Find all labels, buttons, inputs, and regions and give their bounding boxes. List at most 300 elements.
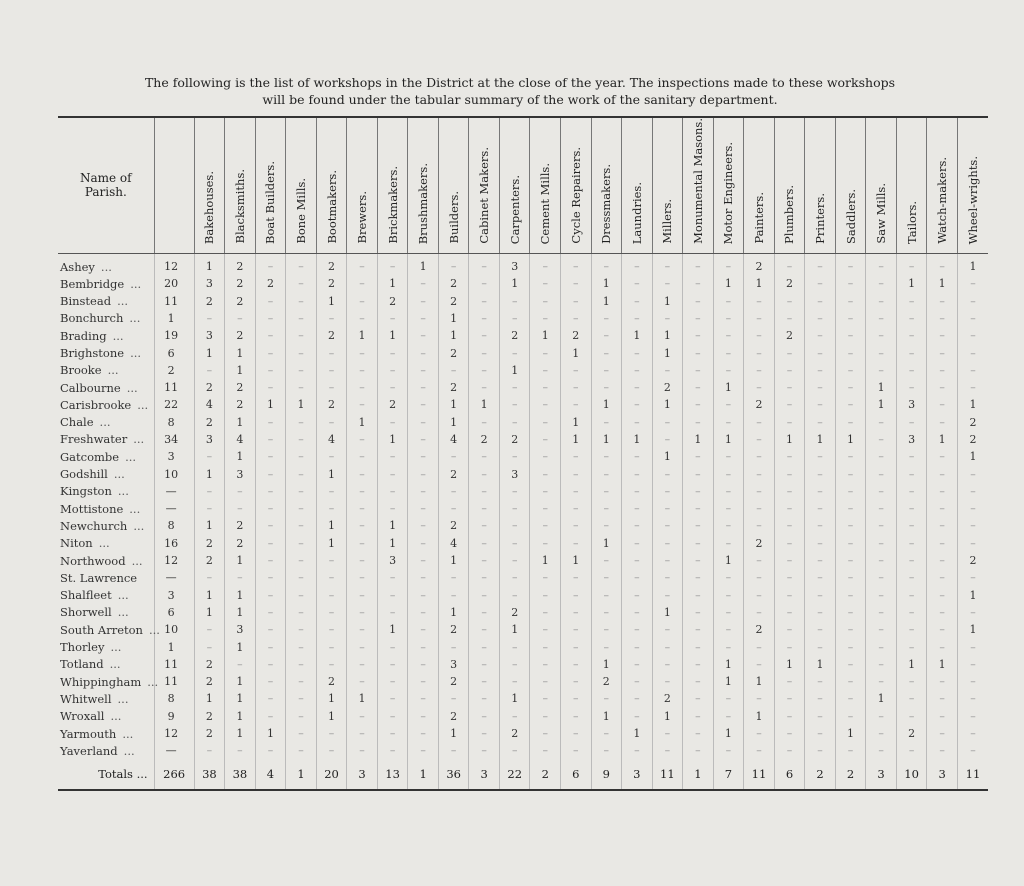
table-cell: – xyxy=(866,275,897,292)
column-total: 38 xyxy=(194,759,225,790)
column-header-label: Motor Engineers. xyxy=(721,141,736,244)
table-cell: – xyxy=(591,253,622,275)
table-cell: – xyxy=(896,552,927,569)
table-cell: – xyxy=(591,379,622,396)
table-row xyxy=(58,500,988,517)
parish-name: South Arreton ... xyxy=(60,622,160,637)
table-cell: – xyxy=(499,569,530,586)
table-cell: – xyxy=(683,517,714,534)
table-cell: – xyxy=(744,604,775,621)
column-header-label: Laundries. xyxy=(629,181,644,244)
table-cell: 4 xyxy=(225,431,256,448)
table-cell: – xyxy=(896,621,927,638)
table-cell: – xyxy=(561,725,592,742)
table-cell: – xyxy=(438,569,469,586)
table-cell: – xyxy=(744,690,775,707)
table-cell: – xyxy=(622,569,653,586)
table-cell: 1 xyxy=(316,535,347,552)
table-cell: 1 xyxy=(499,362,530,379)
table-cell: – xyxy=(683,275,714,292)
parish-name: Wroxall ... xyxy=(60,709,122,724)
table-cell: – xyxy=(347,396,378,413)
table-cell: – xyxy=(622,656,653,673)
table-cell: 1 xyxy=(377,275,408,292)
table-cell: – xyxy=(896,362,927,379)
table-cell: – xyxy=(805,708,836,725)
table-cell: – xyxy=(194,500,225,517)
table-cell: – xyxy=(683,569,714,586)
table-cell: – xyxy=(286,604,317,621)
table-cell: 1 xyxy=(866,379,897,396)
table-cell: 2 xyxy=(194,725,225,742)
table-cell: – xyxy=(713,327,744,344)
table-cell: – xyxy=(347,638,378,655)
table-cell: 1 xyxy=(652,292,683,309)
column-header-label: Builders. xyxy=(446,191,461,244)
table-cell: – xyxy=(347,621,378,638)
table-cell: – xyxy=(835,708,866,725)
table-cell: – xyxy=(286,327,317,344)
table-cell: – xyxy=(347,708,378,725)
table-cell: – xyxy=(469,483,500,500)
table-cell: – xyxy=(957,275,988,292)
table-cell: – xyxy=(622,742,653,759)
table-cell: – xyxy=(469,344,500,361)
table-cell: – xyxy=(805,638,836,655)
table-cell: 1 xyxy=(561,431,592,448)
parish-total: 20 xyxy=(154,275,194,292)
table-cell: 1 xyxy=(316,465,347,482)
table-cell: – xyxy=(347,253,378,275)
parish-name: Northwood ... xyxy=(60,553,143,568)
table-cell: – xyxy=(408,621,439,638)
table-cell: 1 xyxy=(377,517,408,534)
table-cell: – xyxy=(561,708,592,725)
table-cell: – xyxy=(530,604,561,621)
table-cell: – xyxy=(866,431,897,448)
table-cell: – xyxy=(927,483,958,500)
table-cell: 1 xyxy=(591,292,622,309)
table-cell: – xyxy=(622,396,653,413)
table-cell: – xyxy=(713,362,744,379)
table-cell: – xyxy=(255,414,286,431)
table-cell: – xyxy=(286,587,317,604)
table-cell: – xyxy=(713,638,744,655)
table-cell: – xyxy=(683,690,714,707)
table-cell: – xyxy=(896,638,927,655)
table-cell: 1 xyxy=(713,725,744,742)
table-row xyxy=(58,344,988,361)
parish-total: 3 xyxy=(154,587,194,604)
table-cell: 1 xyxy=(957,587,988,604)
column-header-label: Printers. xyxy=(813,193,828,244)
table-cell: – xyxy=(652,569,683,586)
table-cell: – xyxy=(591,638,622,655)
table-cell: – xyxy=(835,362,866,379)
table-cell: – xyxy=(744,414,775,431)
column-header xyxy=(652,117,683,253)
table-cell: – xyxy=(561,253,592,275)
table-cell: – xyxy=(194,621,225,638)
table-cell: – xyxy=(347,465,378,482)
table-row xyxy=(58,587,988,604)
table-cell: 2 xyxy=(194,292,225,309)
column-total: 11 xyxy=(744,759,775,790)
parish-total: 6 xyxy=(154,604,194,621)
table-cell: – xyxy=(805,483,836,500)
table-cell: – xyxy=(774,725,805,742)
table-cell: 2 xyxy=(194,552,225,569)
table-cell: 1 xyxy=(194,604,225,621)
table-cell: 1 xyxy=(927,431,958,448)
table-cell: – xyxy=(591,604,622,621)
table-cell: – xyxy=(744,569,775,586)
table-cell: – xyxy=(530,431,561,448)
table-cell: 1 xyxy=(561,414,592,431)
table-cell: 1 xyxy=(805,656,836,673)
parish-name-text: Wroxall xyxy=(60,709,105,724)
table-cell: – xyxy=(744,448,775,465)
table-cell: – xyxy=(896,448,927,465)
table-cell: – xyxy=(377,362,408,379)
table-cell: – xyxy=(927,673,958,690)
table-cell: – xyxy=(622,379,653,396)
table-cell: – xyxy=(286,431,317,448)
table-cell: – xyxy=(377,673,408,690)
table-cell: – xyxy=(683,500,714,517)
table-cell: – xyxy=(377,344,408,361)
table-cell: 1 xyxy=(774,431,805,448)
table-cell: – xyxy=(805,621,836,638)
column-header-label: Cement Mills. xyxy=(538,162,553,244)
parish-name: Yaverland ... xyxy=(60,743,135,758)
table-cell: – xyxy=(683,414,714,431)
table-cell: – xyxy=(957,690,988,707)
table-cell: – xyxy=(774,742,805,759)
table-cell: – xyxy=(866,708,897,725)
table-cell: – xyxy=(652,275,683,292)
table-cell: – xyxy=(438,483,469,500)
table-cell: 1 xyxy=(744,673,775,690)
table-cell: – xyxy=(561,465,592,482)
table-cell: 1 xyxy=(927,656,958,673)
parish-name-text: Freshwater xyxy=(60,432,128,447)
table-cell: – xyxy=(255,344,286,361)
table-cell: 2 xyxy=(316,275,347,292)
column-header-label: Wheel-wrights. xyxy=(965,155,980,244)
table-cell: 1 xyxy=(957,396,988,413)
intro-line-2: will be found under the tabular summary of the work of the sanitary department. xyxy=(262,92,778,107)
parish-name: Bonchurch ... xyxy=(60,311,141,326)
parish-total: 9 xyxy=(154,708,194,725)
table-cell: – xyxy=(530,362,561,379)
table-cell: – xyxy=(316,604,347,621)
table-cell: – xyxy=(469,362,500,379)
table-cell: 2 xyxy=(194,708,225,725)
table-cell: – xyxy=(683,483,714,500)
table-cell: – xyxy=(896,414,927,431)
table-cell: – xyxy=(805,327,836,344)
table-cell: – xyxy=(469,673,500,690)
table-cell: 1 xyxy=(194,465,225,482)
table-cell: – xyxy=(622,465,653,482)
table-cell: – xyxy=(377,448,408,465)
table-cell: 2 xyxy=(438,517,469,534)
table-cell: – xyxy=(957,483,988,500)
table-cell: – xyxy=(927,379,958,396)
table-cell: – xyxy=(927,708,958,725)
column-header-label: Bootmakers. xyxy=(324,170,339,244)
table-cell: – xyxy=(805,500,836,517)
table-cell: 2 xyxy=(255,275,286,292)
table-cell: 2 xyxy=(194,414,225,431)
table-cell: – xyxy=(530,465,561,482)
table-cell: – xyxy=(774,344,805,361)
table-cell: – xyxy=(316,448,347,465)
table-cell: – xyxy=(530,448,561,465)
table-cell: – xyxy=(622,673,653,690)
table-cell: – xyxy=(286,708,317,725)
parish-name: Shorwell ... xyxy=(60,605,129,620)
table-cell: – xyxy=(408,344,439,361)
table-cell: – xyxy=(530,621,561,638)
table-cell: – xyxy=(408,552,439,569)
table-cell: – xyxy=(805,742,836,759)
table-cell: – xyxy=(683,656,714,673)
parish-name: Brading ... xyxy=(60,328,124,343)
parish-total: 34 xyxy=(154,431,194,448)
table-cell: – xyxy=(866,742,897,759)
table-cell: – xyxy=(377,690,408,707)
table-cell: – xyxy=(347,362,378,379)
table-cell: – xyxy=(377,253,408,275)
table-cell: – xyxy=(255,362,286,379)
table-cell: – xyxy=(499,500,530,517)
table-cell: 2 xyxy=(957,431,988,448)
table-cell: – xyxy=(530,690,561,707)
table-cell: 2 xyxy=(744,396,775,413)
table-row xyxy=(58,414,988,431)
table-cell: 1 xyxy=(652,448,683,465)
parish-total: 16 xyxy=(154,535,194,552)
column-total: 3 xyxy=(866,759,897,790)
table-cell: – xyxy=(530,587,561,604)
table-cell: 2 xyxy=(316,253,347,275)
table-cell: – xyxy=(744,431,775,448)
table-cell: – xyxy=(255,253,286,275)
table-cell: – xyxy=(744,587,775,604)
table-cell: – xyxy=(347,448,378,465)
table-row xyxy=(58,708,988,725)
table-cell: – xyxy=(896,327,927,344)
column-header xyxy=(194,117,225,253)
table-cell: – xyxy=(377,483,408,500)
table-cell: – xyxy=(713,483,744,500)
column-header xyxy=(622,117,653,253)
table-cell: – xyxy=(255,742,286,759)
parish-name-text: Totland xyxy=(60,657,104,672)
table-cell: – xyxy=(408,742,439,759)
table-cell: – xyxy=(347,310,378,327)
table-cell: – xyxy=(591,552,622,569)
table-cell: – xyxy=(286,253,317,275)
table-cell: – xyxy=(683,708,714,725)
table-cell: – xyxy=(561,638,592,655)
column-header xyxy=(957,117,988,253)
table-cell: – xyxy=(316,379,347,396)
table-row xyxy=(58,431,988,448)
intro-line-1: The following is the list of workshops in the District at the close of the year. The inspections made to these workshops xyxy=(144,75,896,90)
table-cell: – xyxy=(499,344,530,361)
table-cell: – xyxy=(591,310,622,327)
table-cell: – xyxy=(927,604,958,621)
table-cell: – xyxy=(286,535,317,552)
table-cell: – xyxy=(622,344,653,361)
table-row xyxy=(58,604,988,621)
table-cell: 1 xyxy=(591,708,622,725)
table-cell: – xyxy=(805,604,836,621)
table-cell: – xyxy=(591,569,622,586)
table-cell: 1 xyxy=(713,552,744,569)
table-cell: 1 xyxy=(438,310,469,327)
parish-total: 10 xyxy=(154,621,194,638)
table-cell: – xyxy=(652,621,683,638)
table-cell: 1 xyxy=(377,327,408,344)
table-cell: – xyxy=(499,483,530,500)
table-cell: 1 xyxy=(896,656,927,673)
table-cell: – xyxy=(622,275,653,292)
column-total: 6 xyxy=(774,759,805,790)
table-cell: – xyxy=(927,448,958,465)
table-cell: 1 xyxy=(713,673,744,690)
table-cell: – xyxy=(835,465,866,482)
table-cell: 1 xyxy=(530,552,561,569)
table-cell: – xyxy=(652,638,683,655)
table-cell: – xyxy=(530,483,561,500)
table-cell: 1 xyxy=(408,253,439,275)
parish-name-text: Brading xyxy=(60,328,107,343)
table-row xyxy=(58,725,988,742)
table-cell: – xyxy=(255,448,286,465)
table-cell: – xyxy=(805,535,836,552)
table-cell: 2 xyxy=(499,604,530,621)
table-cell: 3 xyxy=(896,396,927,413)
table-cell: – xyxy=(774,552,805,569)
table-cell: 1 xyxy=(438,396,469,413)
table-cell: – xyxy=(255,656,286,673)
table-cell: – xyxy=(255,690,286,707)
table-cell: – xyxy=(255,379,286,396)
table-cell: – xyxy=(774,253,805,275)
parish-name: Yarmouth ... xyxy=(60,726,134,741)
column-total: 11 xyxy=(957,759,988,790)
column-header-label: Tailors. xyxy=(904,200,919,244)
table-cell: – xyxy=(896,292,927,309)
table-cell: 1 xyxy=(316,292,347,309)
table-cell: 1 xyxy=(499,275,530,292)
table-cell: – xyxy=(683,621,714,638)
parish-name: Freshwater ... xyxy=(60,432,145,447)
table-cell: – xyxy=(896,465,927,482)
table-cell: 2 xyxy=(316,327,347,344)
table-cell: – xyxy=(408,725,439,742)
table-cell: – xyxy=(499,673,530,690)
table-cell: – xyxy=(469,638,500,655)
parish-name: Newchurch ... xyxy=(60,518,145,533)
table-cell: – xyxy=(225,569,256,586)
table-cell: 2 xyxy=(744,253,775,275)
table-cell: – xyxy=(408,656,439,673)
table-row xyxy=(58,535,988,552)
table-cell: – xyxy=(408,517,439,534)
table-cell: – xyxy=(530,379,561,396)
table-row xyxy=(58,673,988,690)
table-cell: – xyxy=(499,310,530,327)
table-cell: – xyxy=(561,379,592,396)
table-cell: – xyxy=(622,535,653,552)
parish-name: Bembridge ... xyxy=(60,276,142,291)
table-cell: – xyxy=(316,569,347,586)
table-cell: – xyxy=(286,569,317,586)
table-cell: 2 xyxy=(652,690,683,707)
table-cell: – xyxy=(438,638,469,655)
table-cell: – xyxy=(774,362,805,379)
table-cell: – xyxy=(652,500,683,517)
table-body xyxy=(58,253,988,759)
table-cell: – xyxy=(530,292,561,309)
table-cell: – xyxy=(957,362,988,379)
table-cell: – xyxy=(561,535,592,552)
parish-total: 8 xyxy=(154,690,194,707)
table-cell: – xyxy=(744,517,775,534)
table-cell: – xyxy=(652,414,683,431)
table-cell: – xyxy=(957,742,988,759)
table-cell: – xyxy=(896,483,927,500)
column-total: 9 xyxy=(591,759,622,790)
table-cell: – xyxy=(622,517,653,534)
parish-name-text: Ashey xyxy=(60,259,95,274)
table-cell: 2 xyxy=(225,253,256,275)
parish-total: 2 xyxy=(154,362,194,379)
table-cell: – xyxy=(255,569,286,586)
table-cell: – xyxy=(927,253,958,275)
table-cell: – xyxy=(408,673,439,690)
table-cell: – xyxy=(225,500,256,517)
table-cell: – xyxy=(927,587,958,604)
table-cell: – xyxy=(469,448,500,465)
table-cell: – xyxy=(622,621,653,638)
table-cell: – xyxy=(286,379,317,396)
table-cell: – xyxy=(561,483,592,500)
table-cell: – xyxy=(347,483,378,500)
table-cell: 1 xyxy=(286,396,317,413)
table-cell: – xyxy=(805,690,836,707)
column-header-label: Plumbers. xyxy=(782,184,797,244)
parish-total: 3 xyxy=(154,448,194,465)
parish-name: Chale ... xyxy=(60,415,111,430)
table-cell: – xyxy=(744,483,775,500)
table-cell: – xyxy=(561,742,592,759)
table-cell: – xyxy=(622,638,653,655)
table-cell: – xyxy=(683,638,714,655)
parish-name-text: Shorwell xyxy=(60,605,112,620)
table-cell: 2 xyxy=(225,396,256,413)
table-cell: – xyxy=(377,638,408,655)
table-row xyxy=(58,310,988,327)
table-cell: – xyxy=(469,587,500,604)
parish-name-text: Kingston xyxy=(60,484,112,499)
table-cell: 1 xyxy=(194,253,225,275)
